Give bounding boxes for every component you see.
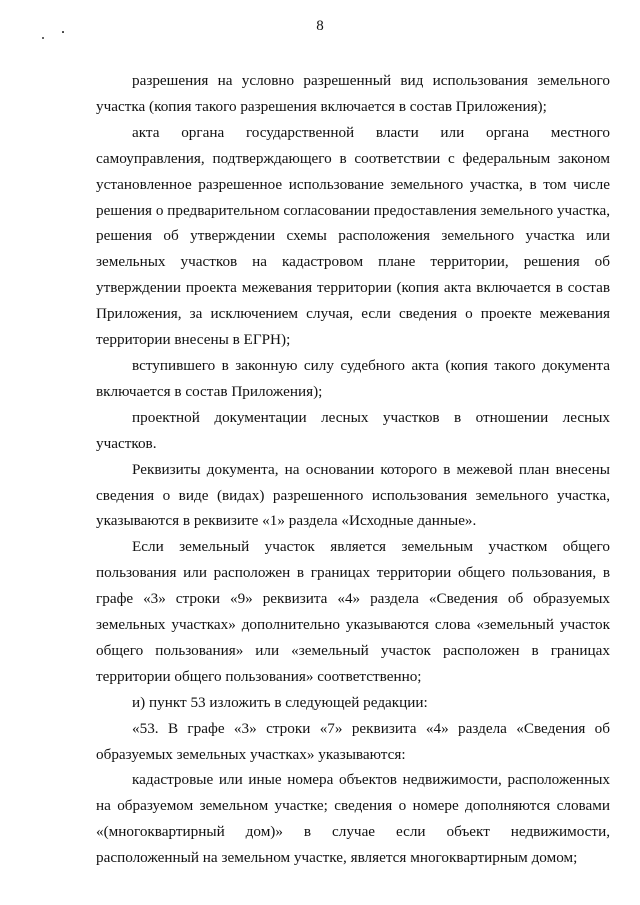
paragraph-document-details: Реквизиты документа, на основании которого в межевой план внесены сведения о виде (видах) разрешенного использования земельного участка, указываются в реквизите «1» раздела «Исходные данные». [96, 460, 610, 530]
paragraph-forest-docs: проектной документации лесных участков в отношении лесных участков. [96, 408, 610, 452]
paragraph-court-act: вступившего в законную силу судебного акта (копия такого документа включается в состав Приложения); [96, 356, 610, 400]
paragraph-item-53-text: «53. В графе «3» строки «7» реквизита «4» раздела «Сведения об образуемых земельных участках» указываются: [96, 719, 610, 763]
paragraph-permission-continuation: разрешения на условно разрешенный вид использования земельного участка (копия такого разрешения включается в состав Приложения); [96, 72, 610, 115]
paragraph-item-53-amendment: и) пункт 53 изложить в следующей редакции: [132, 693, 428, 711]
scan-speck [42, 37, 44, 39]
paragraph-cadastral-numbers: кадастровые или иные номера объектов недвижимости, расположенных на образуемом земельном участке; сведения о номере дополняются словами «(многоквартирный дом)» в случае если объект недвижимости, расположенный на земельном участке, является многоквартирным домом; [96, 771, 610, 867]
page-number: 8 [316, 18, 324, 34]
paragraph-public-use-land: Если земельный участок является земельным участком общего пользования или расположен в границах территории общего пользования, в графе «3» строки «9» реквизита «4» раздела «Сведения об образуемых земельных участках» дополнительно указываются слова «земельный участок общего пользования» или «земельный участок расположен в границах территории общего пользования» соответственно; [96, 538, 610, 685]
paragraph-government-act: акта органа государственной власти или органа местного самоуправления, подтверждающего в соответствии с федеральным законом установленное разрешенное использование земельного участка, в том числе решения о предварительном согласовании предоставления земельного участка, решения об утверждении схемы расположения земельного участка или земельных участков на кадастровом плане территории, решения об утверждении проекта межевания территории (копия акта включается в состав Приложения, за исключением случая, если сведения о проекте межевания территории внесены в ЕГРН); [96, 123, 610, 349]
document-body [96, 68, 610, 871]
